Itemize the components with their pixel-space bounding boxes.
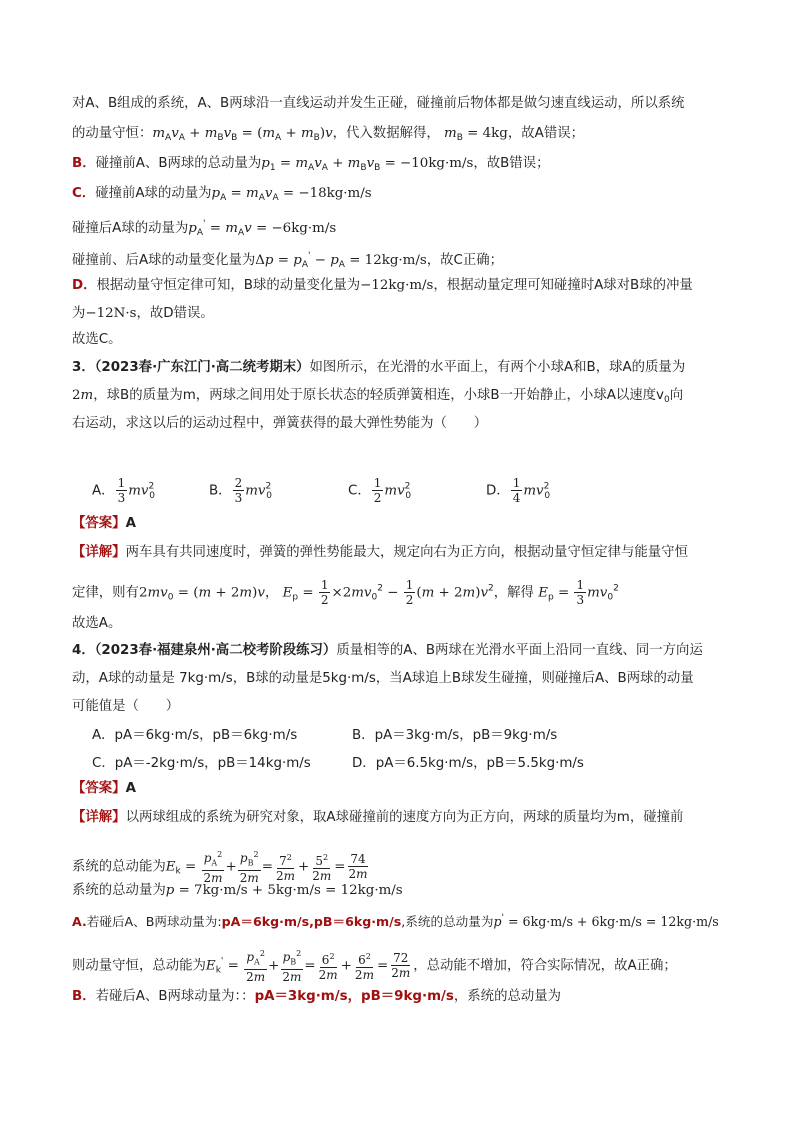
option-a[interactable]: A．pA＝6kg·m/s，pB＝6kg·m/s [92, 728, 298, 743]
option-d[interactable]: D．pA＝6.5kg·m/s，pB＝5.5kg·m/s [352, 756, 584, 771]
text-line: 动，A球的动量是 7kg·m/s，B球的动量是5kg·m/s，当A球追上B球发生碰撞，则碰撞后A、B两球的动量 [72, 671, 694, 686]
text-line: C．碰撞前A球的动量为$p_A = m_Av_A = -18kg\cdot m/s$ [72, 186, 372, 203]
text-line: A.若碰后A、B两球动量为:pA＝6kg·m/s,pB＝6kg·m/s,系统的总动量为p' = 6kg·m/s + 6kg·m/s = 12kg·m/s [72, 913, 719, 929]
text-line: 碰撞后A球的动量为$p_A' = m_Av = -6kg\cdot m/s$ [72, 219, 337, 238]
detail-line: 【详解】两车具有共同速度时，弹簧的弹性势能最大，规定向右为正方向，根据动量守恒定律与能量守恒 [72, 545, 688, 560]
option-c[interactable]: C．pA＝-2kg·m/s，pB＝14kg·m/s [92, 756, 311, 771]
text-line: 为−12N·s，故D错误。 [72, 306, 214, 321]
answer-line: 【答案】A [72, 781, 136, 796]
text-line: 定律，则有$2mv_0 = (m + 2m)v$， $E_p$ = $\frac{1}{2}$ $\times 2mv_0^2$ − $\frac{1}{2}$ $(m + 2m)v^2$，解得 $E_p$ = $\frac{1}{3}$ $mv_0^2$ [72, 578, 619, 607]
text-line: 系统的总动量为p = 7kg·m/s + 5kg·m/s = 12kg·m/s [72, 883, 403, 898]
answer-line: 【答案】A [72, 516, 136, 531]
text-line: 故选A。 [72, 616, 122, 631]
text-line: 的动量守恒：$m_Av_A + m_Bv_B = (m_A + m_B)v$，代入数据解得， $m_B = 4kg$，故A错误； [72, 126, 584, 143]
text-line: B．若碰后A、B两球动量为：：pA＝3kg·m/s，pB＝9kg·m/s，系统的总动量为 [72, 989, 562, 1004]
text-line: 2m，球B的质量为m，两球之间用处于原长状态的轻质弹簧相连，小球B一开始静止，小球A以速度$v_0$向 [72, 388, 684, 405]
text-line: B．碰撞前A、B两球的总动量为$p_1 = m_Av_A + m_Bv_B = -10kg\cdot m/s$，故B错误； [72, 156, 550, 173]
question-3-header: 3．（2023春·广东江门·高二统考期末）如图所示，在光滑的水平面上，有两个小球A和B，球A的质量为 [72, 360, 686, 375]
detail-line: 【详解】以两球组成的系统为研究对象，取A球碰撞前的速度方向为正方向，两球的质量均为m，碰撞前 [72, 810, 684, 825]
option-d[interactable]: D． $\frac{1}{4}$ $mv^2_0$ [486, 476, 551, 505]
option-b[interactable]: B． $\frac{2}{3}$ $mv^2_0$ [209, 476, 272, 505]
text-line: 系统的总动能为$E_k$ = $\frac{p_A^2}{2m}$ + $\frac{p_B^2}{2m}$ = $\frac{7^2}{2m}$ + $\frac{5^2}{2m}$ = $\frac{74}{2m}$ [72, 850, 368, 886]
option-b[interactable]: B．pA＝3kg·m/s，pB＝9kg·m/s [352, 728, 558, 743]
text-line: 对A、B组成的系统，A、B两球沿一直线运动并发生正碰，碰撞前后物体都是做匀速直线运动，所以系统 [72, 96, 685, 111]
text-line: 碰撞前、后A球的动量变化量为$\Delta p = p_A' - p_A = 12kg\cdot m/s$，故C正确； [72, 251, 504, 270]
question-4-header: 4．（2023春·福建泉州·高二校考阶段练习）质量相等的A、B两球在光滑水平面上沿同一直线、同一方向运 [72, 643, 703, 658]
text-line: 可能值是（ ） [72, 699, 180, 714]
option-a[interactable]: A． $\frac{1}{3}$ $mv^2_0$ [92, 476, 155, 505]
text-line: 则动量守恒，总动能为$E_k'$ = $\frac{p_A^2}{2m}$ + $\frac{p_B^2}{2m}$ = $\frac{6^2}{2m}$ + $\frac{6^2}{2m}$ = $\frac{72}{2m}$ ，总动能不增加，符合实际情况，故A正确； [72, 949, 677, 985]
option-c[interactable]: C． $\frac{1}{2}$ $mv^2_0$ [348, 476, 412, 505]
text-line: 故选C。 [72, 332, 122, 347]
text-line: 右运动，求这以后的运动过程中，弹簧获得的最大弹性势能为（ ） [72, 416, 488, 431]
text-line: D．根据动量守恒定律可知，B球的动量变化量为−12kg·m/s，根据动量定理可知碰撞时A球对B球的冲量 [72, 278, 693, 293]
